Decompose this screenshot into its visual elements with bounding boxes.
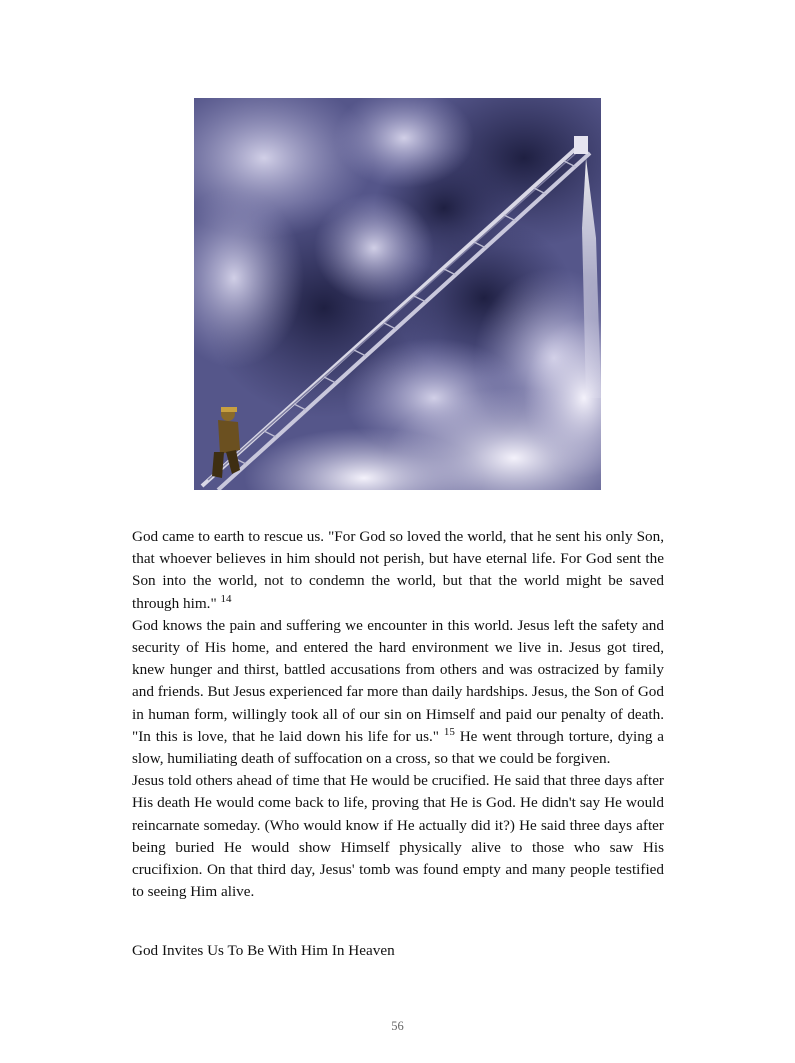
paragraph-2-text-after: He went through torture, dying a slow, humiliating death of suffocation on a cross, so that we could be forgiven. — [132, 727, 665, 768]
paragraph-1-text: God came to earth to rescue us. "For God so loved the world, that he sent his only Son, that whoever believes in him should not perish, but have eternal life. For God sent the Son into the world, not to condemn the world, but that the world might be saved through him." — [132, 528, 664, 612]
footnote-ref-15: 15 — [443, 725, 455, 738]
paragraph-2-text-before: God knows the pain and suffering we encounter in this world. Jesus left the safety and security of His home, and entered the hard environment we live in. Jesus got tired, knew hunger and thirst, battled accusations from others and was ostracized by family and friends. But Jesus experienced far more than daily hardships. Jesus, the Son of God in human form, willingly took all of our sin on Himself and paid our penalty of death. "In this is love, that he laid down his life for us." — [132, 616, 664, 745]
paragraph-2 — [132, 615, 664, 770]
page-number: 56 — [391, 1019, 404, 1033]
firefighter-ladder-photo — [194, 98, 601, 490]
paragraph-3: Jesus told others ahead of time that He would be crucified. He said that three days after His death He would come back to life, proving that He is God. He didn't say He would reincarnate someday. (Who would know if He actually did it?) He said three days after being buried He would show Himself physically alive to those who saw His crucifixion. On that third day, Jesus' tomb was found empty and many people testified to seeing Him alive. — [132, 772, 664, 901]
footnote-ref-14: 14 — [220, 592, 232, 605]
paragraph-1 — [132, 526, 664, 615]
body-text — [132, 526, 664, 903]
section-heading: God Invites Us To Be With Him In Heaven — [132, 942, 395, 959]
